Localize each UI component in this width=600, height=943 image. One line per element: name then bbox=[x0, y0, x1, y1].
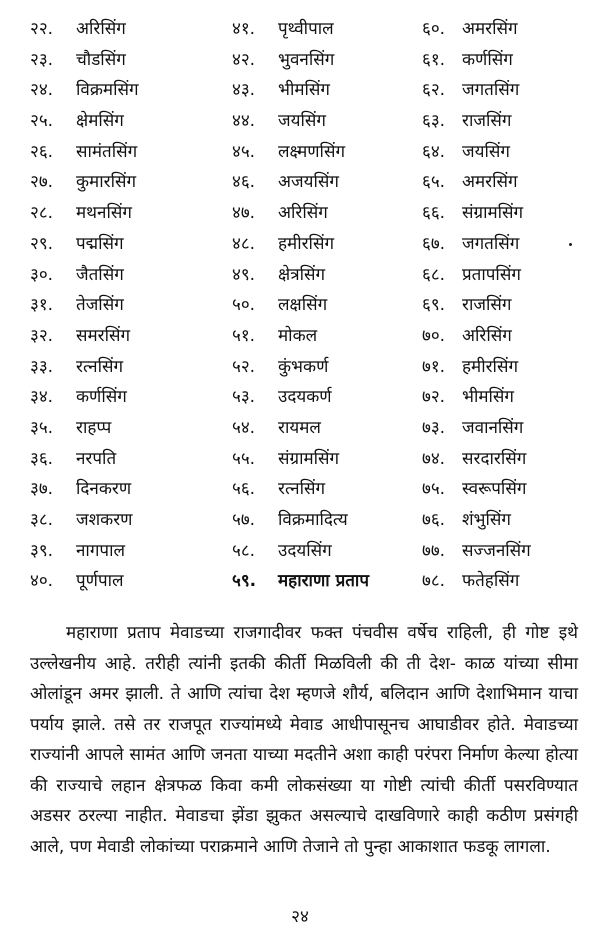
item-number: ४८. bbox=[232, 233, 256, 254]
item-name: सामंतसिंग bbox=[76, 141, 138, 162]
item-name: राजसिंग bbox=[462, 295, 512, 316]
list-item bbox=[30, 352, 230, 383]
item-name: अरिसिंग bbox=[278, 203, 328, 224]
item-name: पूर्णपाल bbox=[76, 571, 124, 592]
item-number: ५२. bbox=[232, 356, 256, 377]
list-item bbox=[30, 14, 230, 45]
list-item bbox=[232, 75, 432, 106]
item-number: ३४. bbox=[30, 387, 54, 408]
item-number: ७६. bbox=[422, 510, 446, 530]
item-number: ५६. bbox=[232, 479, 256, 500]
item-name: भीमसिंग bbox=[462, 387, 514, 408]
item-name: सज्जनसिंग bbox=[462, 540, 531, 561]
item-name: भुवनसिंग bbox=[278, 49, 335, 70]
list-item bbox=[422, 566, 600, 597]
item-number: २९. bbox=[30, 233, 54, 254]
item-name: महाराणा प्रताप bbox=[278, 571, 369, 592]
page-number: २४ bbox=[291, 907, 309, 927]
list-item bbox=[422, 75, 600, 106]
item-number: २३. bbox=[30, 49, 54, 70]
item-name: जगतसिंग bbox=[462, 80, 520, 101]
item-name: जशकरण bbox=[76, 510, 133, 530]
item-name: पृथ्वीपाल bbox=[278, 19, 334, 39]
item-name: जगतसिंग bbox=[462, 233, 520, 254]
item-number: ६३. bbox=[422, 111, 446, 132]
item-number: ६४. bbox=[422, 141, 446, 162]
item-number: २५. bbox=[30, 111, 54, 132]
item-name: स्वरूपसिंग bbox=[462, 479, 527, 500]
list-item bbox=[422, 352, 600, 383]
item-number: ६८. bbox=[422, 264, 446, 285]
item-number: ३८. bbox=[30, 510, 54, 530]
list-item bbox=[30, 474, 230, 505]
item-number: ५३. bbox=[232, 387, 256, 408]
stray-dot-mark bbox=[569, 243, 572, 246]
list-item bbox=[422, 137, 600, 168]
list-item bbox=[232, 198, 432, 229]
list-item bbox=[422, 382, 600, 413]
list-item bbox=[232, 413, 432, 444]
item-number: ६१. bbox=[422, 49, 446, 70]
list-item bbox=[232, 290, 432, 321]
item-name: विक्रमसिंग bbox=[76, 80, 139, 101]
item-number: ७५. bbox=[422, 479, 446, 500]
list-item bbox=[422, 167, 600, 198]
list-item bbox=[232, 14, 432, 45]
list-item bbox=[232, 444, 432, 475]
item-name: संग्रामसिंग bbox=[462, 203, 524, 224]
item-number: ६६. bbox=[422, 203, 446, 224]
item-name: क्षेमसिंग bbox=[76, 111, 124, 132]
item-name: नागपाल bbox=[76, 540, 125, 561]
list-item bbox=[232, 382, 432, 413]
item-number: ६२. bbox=[422, 80, 446, 101]
item-number: २४. bbox=[30, 80, 54, 101]
list-item bbox=[232, 352, 432, 383]
item-name: अजयसिंग bbox=[278, 172, 339, 193]
item-name: उदयकर्ण bbox=[278, 387, 332, 408]
list-item bbox=[422, 474, 600, 505]
list-item bbox=[30, 45, 230, 76]
list-item bbox=[232, 229, 432, 260]
item-name: मोकल bbox=[278, 325, 318, 346]
item-number: ४७. bbox=[232, 203, 256, 224]
item-name: चौडसिंग bbox=[76, 49, 126, 70]
item-number: ३१. bbox=[30, 295, 54, 316]
item-name: रत्नसिंग bbox=[278, 479, 326, 500]
item-number: ५४. bbox=[232, 417, 256, 438]
item-name: कर्णसिंग bbox=[76, 387, 127, 408]
item-number: ३२. bbox=[30, 325, 54, 346]
list-item bbox=[422, 45, 600, 76]
item-name: समरसिंग bbox=[76, 325, 131, 346]
list-column-1 bbox=[30, 14, 230, 597]
item-number: ३३. bbox=[30, 356, 54, 377]
item-number: २६. bbox=[30, 141, 54, 162]
item-number: ६५. bbox=[422, 172, 446, 193]
item-number: ६७. bbox=[422, 233, 446, 254]
item-number: ७७. bbox=[422, 540, 446, 561]
list-item bbox=[30, 505, 230, 536]
item-name: मथनसिंग bbox=[76, 203, 132, 224]
list-item bbox=[232, 167, 432, 198]
item-name: जैतसिंग bbox=[76, 264, 124, 285]
item-name: लक्ष्मणसिंग bbox=[278, 141, 346, 162]
item-name: कुमारसिंग bbox=[76, 172, 137, 193]
item-number: ७१. bbox=[422, 356, 446, 377]
list-item bbox=[30, 566, 230, 597]
list-item bbox=[422, 290, 600, 321]
item-name: हमीरसिंग bbox=[462, 356, 519, 377]
list-item bbox=[232, 260, 432, 291]
list-item bbox=[30, 106, 230, 137]
item-number: ४९. bbox=[232, 264, 256, 285]
item-number: ४१. bbox=[232, 19, 256, 39]
list-item bbox=[422, 198, 600, 229]
item-name: लक्षसिंग bbox=[278, 295, 328, 316]
item-number: ३६. bbox=[30, 448, 54, 469]
item-name: जयसिंग bbox=[462, 141, 510, 162]
list-item bbox=[422, 229, 600, 260]
list-item bbox=[232, 536, 432, 567]
item-name: नरपति bbox=[76, 448, 117, 469]
item-name: पद्मसिंग bbox=[76, 233, 124, 254]
item-number: ५०. bbox=[232, 295, 256, 316]
item-name: उदयसिंग bbox=[278, 540, 332, 561]
item-name: कुंभकर्ण bbox=[278, 356, 329, 377]
item-number: ७८. bbox=[422, 571, 446, 592]
list-item bbox=[30, 321, 230, 352]
item-name: अरिसिंग bbox=[462, 325, 512, 346]
list-column-2 bbox=[232, 14, 432, 597]
list-item bbox=[422, 106, 600, 137]
item-name: अमरसिंग bbox=[462, 19, 518, 39]
list-item bbox=[422, 413, 600, 444]
item-number: ४०. bbox=[30, 571, 54, 592]
item-number: ७२. bbox=[422, 387, 446, 408]
list-item bbox=[232, 106, 432, 137]
item-name: क्षेत्रसिंग bbox=[278, 264, 326, 285]
item-name: संग्रामसिंग bbox=[278, 448, 340, 469]
item-name: रायमल bbox=[278, 417, 321, 438]
list-item bbox=[30, 137, 230, 168]
list-item bbox=[30, 290, 230, 321]
list-item bbox=[30, 167, 230, 198]
item-number: ३९. bbox=[30, 540, 54, 561]
item-number: ४२. bbox=[232, 49, 256, 70]
list-item bbox=[30, 198, 230, 229]
list-item bbox=[422, 444, 600, 475]
item-number: ५९. bbox=[232, 571, 257, 592]
item-number: ५७. bbox=[232, 510, 256, 530]
list-item bbox=[232, 45, 432, 76]
item-number: ३७. bbox=[30, 479, 54, 500]
item-name: सरदारसिंग bbox=[462, 448, 527, 469]
list-item bbox=[422, 321, 600, 352]
item-number: ६०. bbox=[422, 19, 446, 39]
item-number: ५१. bbox=[232, 325, 256, 346]
item-name: दिनकरण bbox=[76, 479, 132, 500]
list-item bbox=[30, 229, 230, 260]
list-item bbox=[422, 536, 600, 567]
item-name: कर्णसिंग bbox=[462, 49, 513, 70]
list-item bbox=[30, 444, 230, 475]
list-item bbox=[232, 474, 432, 505]
item-number: ७०. bbox=[422, 325, 446, 346]
item-number: २२. bbox=[30, 19, 54, 39]
list-item bbox=[232, 321, 432, 352]
item-number: २८. bbox=[30, 203, 54, 224]
item-name: अरिसिंग bbox=[76, 19, 126, 39]
item-name: विक्रमादित्य bbox=[278, 510, 348, 530]
item-number: ७४. bbox=[422, 448, 446, 469]
item-name: रत्नसिंग bbox=[76, 356, 124, 377]
list-item bbox=[30, 382, 230, 413]
list-item bbox=[30, 413, 230, 444]
item-number: ४५. bbox=[232, 141, 256, 162]
item-number: ४४. bbox=[232, 111, 256, 132]
item-name: भीमसिंग bbox=[278, 80, 330, 101]
item-number: २७. bbox=[30, 172, 54, 193]
item-name: अमरसिंग bbox=[462, 172, 518, 193]
item-number: ५८. bbox=[232, 540, 256, 561]
list-item bbox=[30, 260, 230, 291]
item-name: जयसिंग bbox=[278, 111, 326, 132]
list-item bbox=[232, 505, 432, 536]
list-item bbox=[422, 505, 600, 536]
item-number: ३०. bbox=[30, 264, 54, 285]
list-item bbox=[30, 75, 230, 106]
list-column-3 bbox=[422, 14, 600, 597]
list-item bbox=[232, 137, 432, 168]
item-number: ३५. bbox=[30, 417, 54, 438]
item-number: ६९. bbox=[422, 295, 446, 316]
list-item bbox=[30, 536, 230, 567]
item-name: राजसिंग bbox=[462, 111, 512, 132]
list-item-highlighted bbox=[232, 566, 432, 597]
item-number: ५५. bbox=[232, 448, 256, 469]
item-number: ७३. bbox=[422, 417, 446, 438]
item-name: फतेहसिंग bbox=[462, 571, 520, 592]
list-item bbox=[422, 260, 600, 291]
body-paragraph: महाराणा प्रताप मेवाडच्या राजगादीवर फक्त पंचवीस वर्षेच राहिली, ही गोष्ट इथे उल्लेखनीय आहे. तरीही त्यांनी इतकी कीर्ती मिळविली की ती देश- काळ यांच्या सीमा ओलांडून अमर झाली. ते आणि त्यांचा देश म्हणजे शौर्य, बलिदान आणि देशाभिमान याचा पर्याय झाले. तसे तर राजपूत राज्यांमध्ये मेवाड आधीपासूनच आघाडीवर होते. मेवाडच्या राज्यांनी आपले सामंत आणि जनता याच्या मदतीने अशा काही परंपरा निर्माण केल्या होत्या की राज्याचे लहान क्षेत्रफळ किवा कमी लोकसंख्या या गोष्टी त्यांची कीर्ती पसरविण्यात अडसर ठरल्या नाहीत. मेवाडचा झेंडा झुकत असल्याचे दाखविणारे काही कठीण प्रसंगही आले, पण मेवाडी लोकांच्या पराक्रमाने आणि तेजाने तो पुन्हा आकाशात फडकू लागला. bbox=[30, 623, 578, 857]
item-name: प्रतापसिंग bbox=[462, 264, 521, 285]
item-name: जवानसिंग bbox=[462, 417, 524, 438]
item-name: राहप्प bbox=[76, 417, 112, 438]
item-number: ४६. bbox=[232, 172, 256, 193]
item-number: ४३. bbox=[232, 80, 256, 101]
item-name: शंभुसिंग bbox=[462, 510, 511, 530]
item-name: हमीरसिंग bbox=[278, 233, 335, 254]
list-item bbox=[422, 14, 600, 45]
item-name: तेजसिंग bbox=[76, 295, 124, 316]
